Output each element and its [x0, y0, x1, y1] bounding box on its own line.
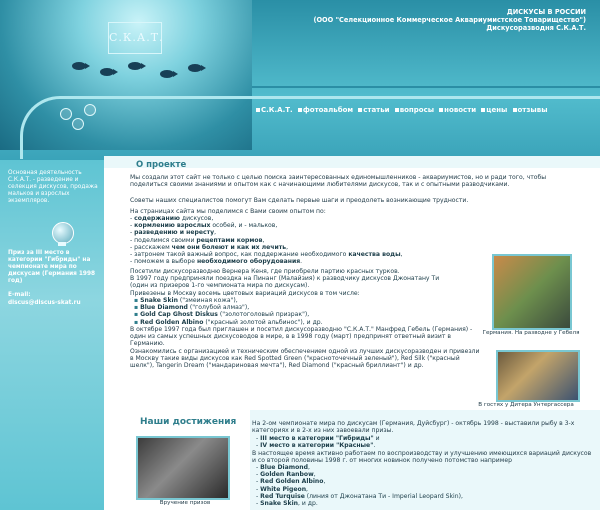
header-divider [252, 86, 600, 88]
sidebar-email[interactable]: discus@discus-skat.ru [8, 300, 81, 306]
trophy-globe-icon [52, 222, 74, 244]
list-item: ▪ Gold Cap Ghost Diskus ("золотоголовый призрак"), [134, 311, 310, 319]
bullet-icon [481, 108, 485, 112]
variety-name[interactable]: Blue Diamond [140, 304, 188, 312]
variety-list [134, 297, 323, 326]
visit-line: Посетили дискусоразводню Вернера Кеня, где приобрели партию красных турков. [130, 268, 400, 275]
sidebar-about: Основная деятельность С.К.А.Т. - разведение и селекция дискусов, продажа мальков и взрослых экземпляров. [8, 170, 98, 204]
list-item: ▪ Snake Skin ("змеиная кожа"), [134, 297, 238, 304]
list-item: - Snake Skin, и др. [256, 500, 318, 508]
bullet-icon [256, 108, 260, 112]
bullet-icon [513, 108, 517, 112]
list-item: - Blue Diamond, [256, 464, 310, 471]
list-item: - IV место в категории "Красные". [256, 442, 376, 450]
list-item: - поможем в выборе необходимого оборудования. [130, 258, 303, 266]
share-item-bold[interactable]: кормлению взрослых [134, 222, 211, 230]
fish-icon [72, 62, 86, 70]
offspring-name[interactable]: Red Golden Albino [260, 478, 324, 486]
list-item: - поделимся своими рецептами кормов, [130, 236, 265, 244]
photo-goebel[interactable] [492, 254, 572, 330]
heading-line2: (ООО "Селекционное Коммерческое Аквариумистское Товарищество") [313, 16, 586, 24]
achievements-intro: На 2-ом чемпионате мира по дискусам (Германия, Дуйсбург) - октябрь 1998 - выставили рыбу в 3-х категориях и в 2-х из них завоевали призы. [252, 420, 575, 435]
list-item: - разведению и нересту, [130, 229, 217, 237]
list-item: - затронем такой важный вопрос, как поддержание необходимого качества воды, [130, 251, 403, 259]
share-item-bold[interactable]: чем они болеют и как их лечить [171, 243, 287, 251]
nav-questions[interactable]: вопросы [399, 106, 435, 114]
achievements-now: В настоящее время активно работаем по воспроизводству и улучшению имеющихся вариаций дискусов и со второй половины 1998 г. от многих новинок получено потомство например [252, 450, 592, 465]
sidebar [0, 160, 104, 510]
fish-icon [188, 64, 202, 72]
visit-line: Привезены в Москву восемь цветовых вариаций дискусов в том числе: [130, 289, 360, 297]
nav-articles[interactable]: статьи [363, 106, 390, 114]
achievements-title: Наши достижения [140, 417, 237, 427]
share-item-bold[interactable]: рецептами кормов [196, 236, 263, 244]
bullet-icon [298, 108, 302, 112]
main-nav [256, 106, 551, 114]
bullet-icon [358, 108, 362, 112]
offspring-name[interactable]: Golden Ranbow [260, 471, 314, 479]
variety-name[interactable]: Red Golden Albino [140, 318, 204, 326]
list-item: - Red Turquise (линия от Джонатана Ти - Imperial Leopard Skin), [256, 492, 463, 500]
offspring-name[interactable]: White Pigeon [260, 485, 307, 493]
visit-line: (один из призеров 1-го чемпионата мира по дискусам). [130, 282, 310, 290]
share-item-bold[interactable]: разведению и нересту [134, 229, 215, 237]
photo-untergasser[interactable] [496, 350, 580, 402]
offspring-name[interactable]: Snake Skin [260, 500, 298, 508]
header-banner [0, 0, 600, 160]
offspring-name[interactable]: Blue Diamond [260, 464, 308, 471]
bubble-icon [84, 104, 96, 116]
heading-line1: ДИСКУСЫ В РОССИИ [506, 8, 586, 16]
sidebar-email-label: E-mail: [8, 292, 31, 298]
list-item: ▪ Red Golden Albino ("красный золотой альбинос"), и др. [134, 318, 323, 326]
nav-news[interactable]: новости [444, 106, 477, 114]
share-item-bold[interactable]: качества воды [348, 251, 401, 259]
trophy-stand [58, 242, 66, 246]
prize-list [256, 435, 380, 449]
visit-line: В 1997 году предприняли поездка на Пинанг (Малайзия) к разводчику дискусов Джонатану Ти [130, 275, 440, 283]
site-heading [286, 8, 586, 32]
prize-name: IV место в категории "Красные" [260, 442, 374, 450]
photo-caption-1: Германия. На разводне у Гебеля [482, 330, 580, 336]
fish-icon [128, 62, 142, 70]
october-text: В октябре 1997 года был приглашен и посетил дискусоразводню "С.К.А.Т." Манфред Гебель (Германия) - один из самых успешных дискусоводов в мире, в в 1998 году (март) предпринят ответный визит в Германию. [130, 326, 473, 348]
photo-awards[interactable] [136, 436, 230, 500]
list-item: - кормлению взрослых особей, и - мальков, [130, 222, 278, 230]
list-item: - Golden Ranbow, [256, 471, 316, 479]
bullet-icon [439, 108, 443, 112]
site-logo[interactable]: С.К.А.Т. [108, 22, 162, 54]
list-item: - содержанию дискусов, [130, 215, 214, 222]
list-item: - Red Golden Albino, [256, 478, 326, 486]
share-intro: На страницах сайта мы поделимся с Вами своим опытом по: [130, 208, 326, 215]
fish-icon [160, 70, 174, 78]
nav-skat[interactable]: С.К.А.Т. [261, 106, 293, 114]
variety-name[interactable]: Gold Cap Ghost Diskus [140, 311, 218, 319]
nav-prices[interactable]: цены [486, 106, 508, 114]
list-item: - White Pigeon, [256, 485, 308, 493]
offspring-name[interactable]: Red Turquise [260, 492, 305, 500]
share-item-bold[interactable]: содержанию [134, 215, 180, 222]
heading-line3: Дискусоразводня С.К.А.Т. [486, 24, 586, 32]
photo-caption-2: В гостях у Дитера Унтергассера [478, 402, 574, 408]
sidebar-prize: Приз за III место в категории "Гибриды" на чемпионате мира по дискусам (Германия 1998 год) [8, 250, 96, 284]
awards-caption: Вручение призов [159, 500, 211, 506]
visit-block [130, 268, 470, 297]
bubble-icon [60, 108, 72, 120]
share-item-bold[interactable]: необходимого оборудования [196, 258, 301, 266]
bullet-icon [395, 108, 399, 112]
intro-text: Мы создали этот сайт не только с целью поиска заинтересованных единомышленников - аквариумистов, но и ради того, чтобы поделиться своими знаниями и опытом как с начинающими любителями дискусов, так и с опытными разводчиками. [130, 174, 547, 189]
list-item: - расскажем чем они болеют и как их лечить, [130, 243, 289, 251]
advice-text: Советы наших специалистов помогут Вам сделать первые шаги и преодолеть возникающие трудности. [130, 197, 469, 204]
familiar-text: Ознакомились с организацией и техническим обеспечением одной из лучших дискусоразводен и привезли в Москву такие виды дискусов как Red Spotted Green ("красноточечный зеленый"), Red Silk ("красный шелк"), Tangerin Dream ("мандариновая мечта"), Red Diamond ("красный бриллиант") и др. [130, 348, 480, 370]
nav-reviews[interactable]: отзывы [517, 106, 548, 114]
bubble-icon [72, 118, 84, 130]
nav-photoalbum[interactable]: фотоальбом [302, 106, 354, 114]
list-item: ▪ Blue Diamond ("голубой алмаз"), [134, 304, 250, 312]
prize-name: III место в категории "Гибриды" [260, 435, 374, 442]
list-item: - III место в категории "Гибриды" и [256, 435, 380, 442]
page-title: О проекте [136, 160, 187, 170]
fish-icon [100, 68, 114, 76]
variety-name[interactable]: Snake Skin [140, 297, 178, 304]
share-list [130, 215, 403, 265]
offspring-list [256, 464, 463, 507]
